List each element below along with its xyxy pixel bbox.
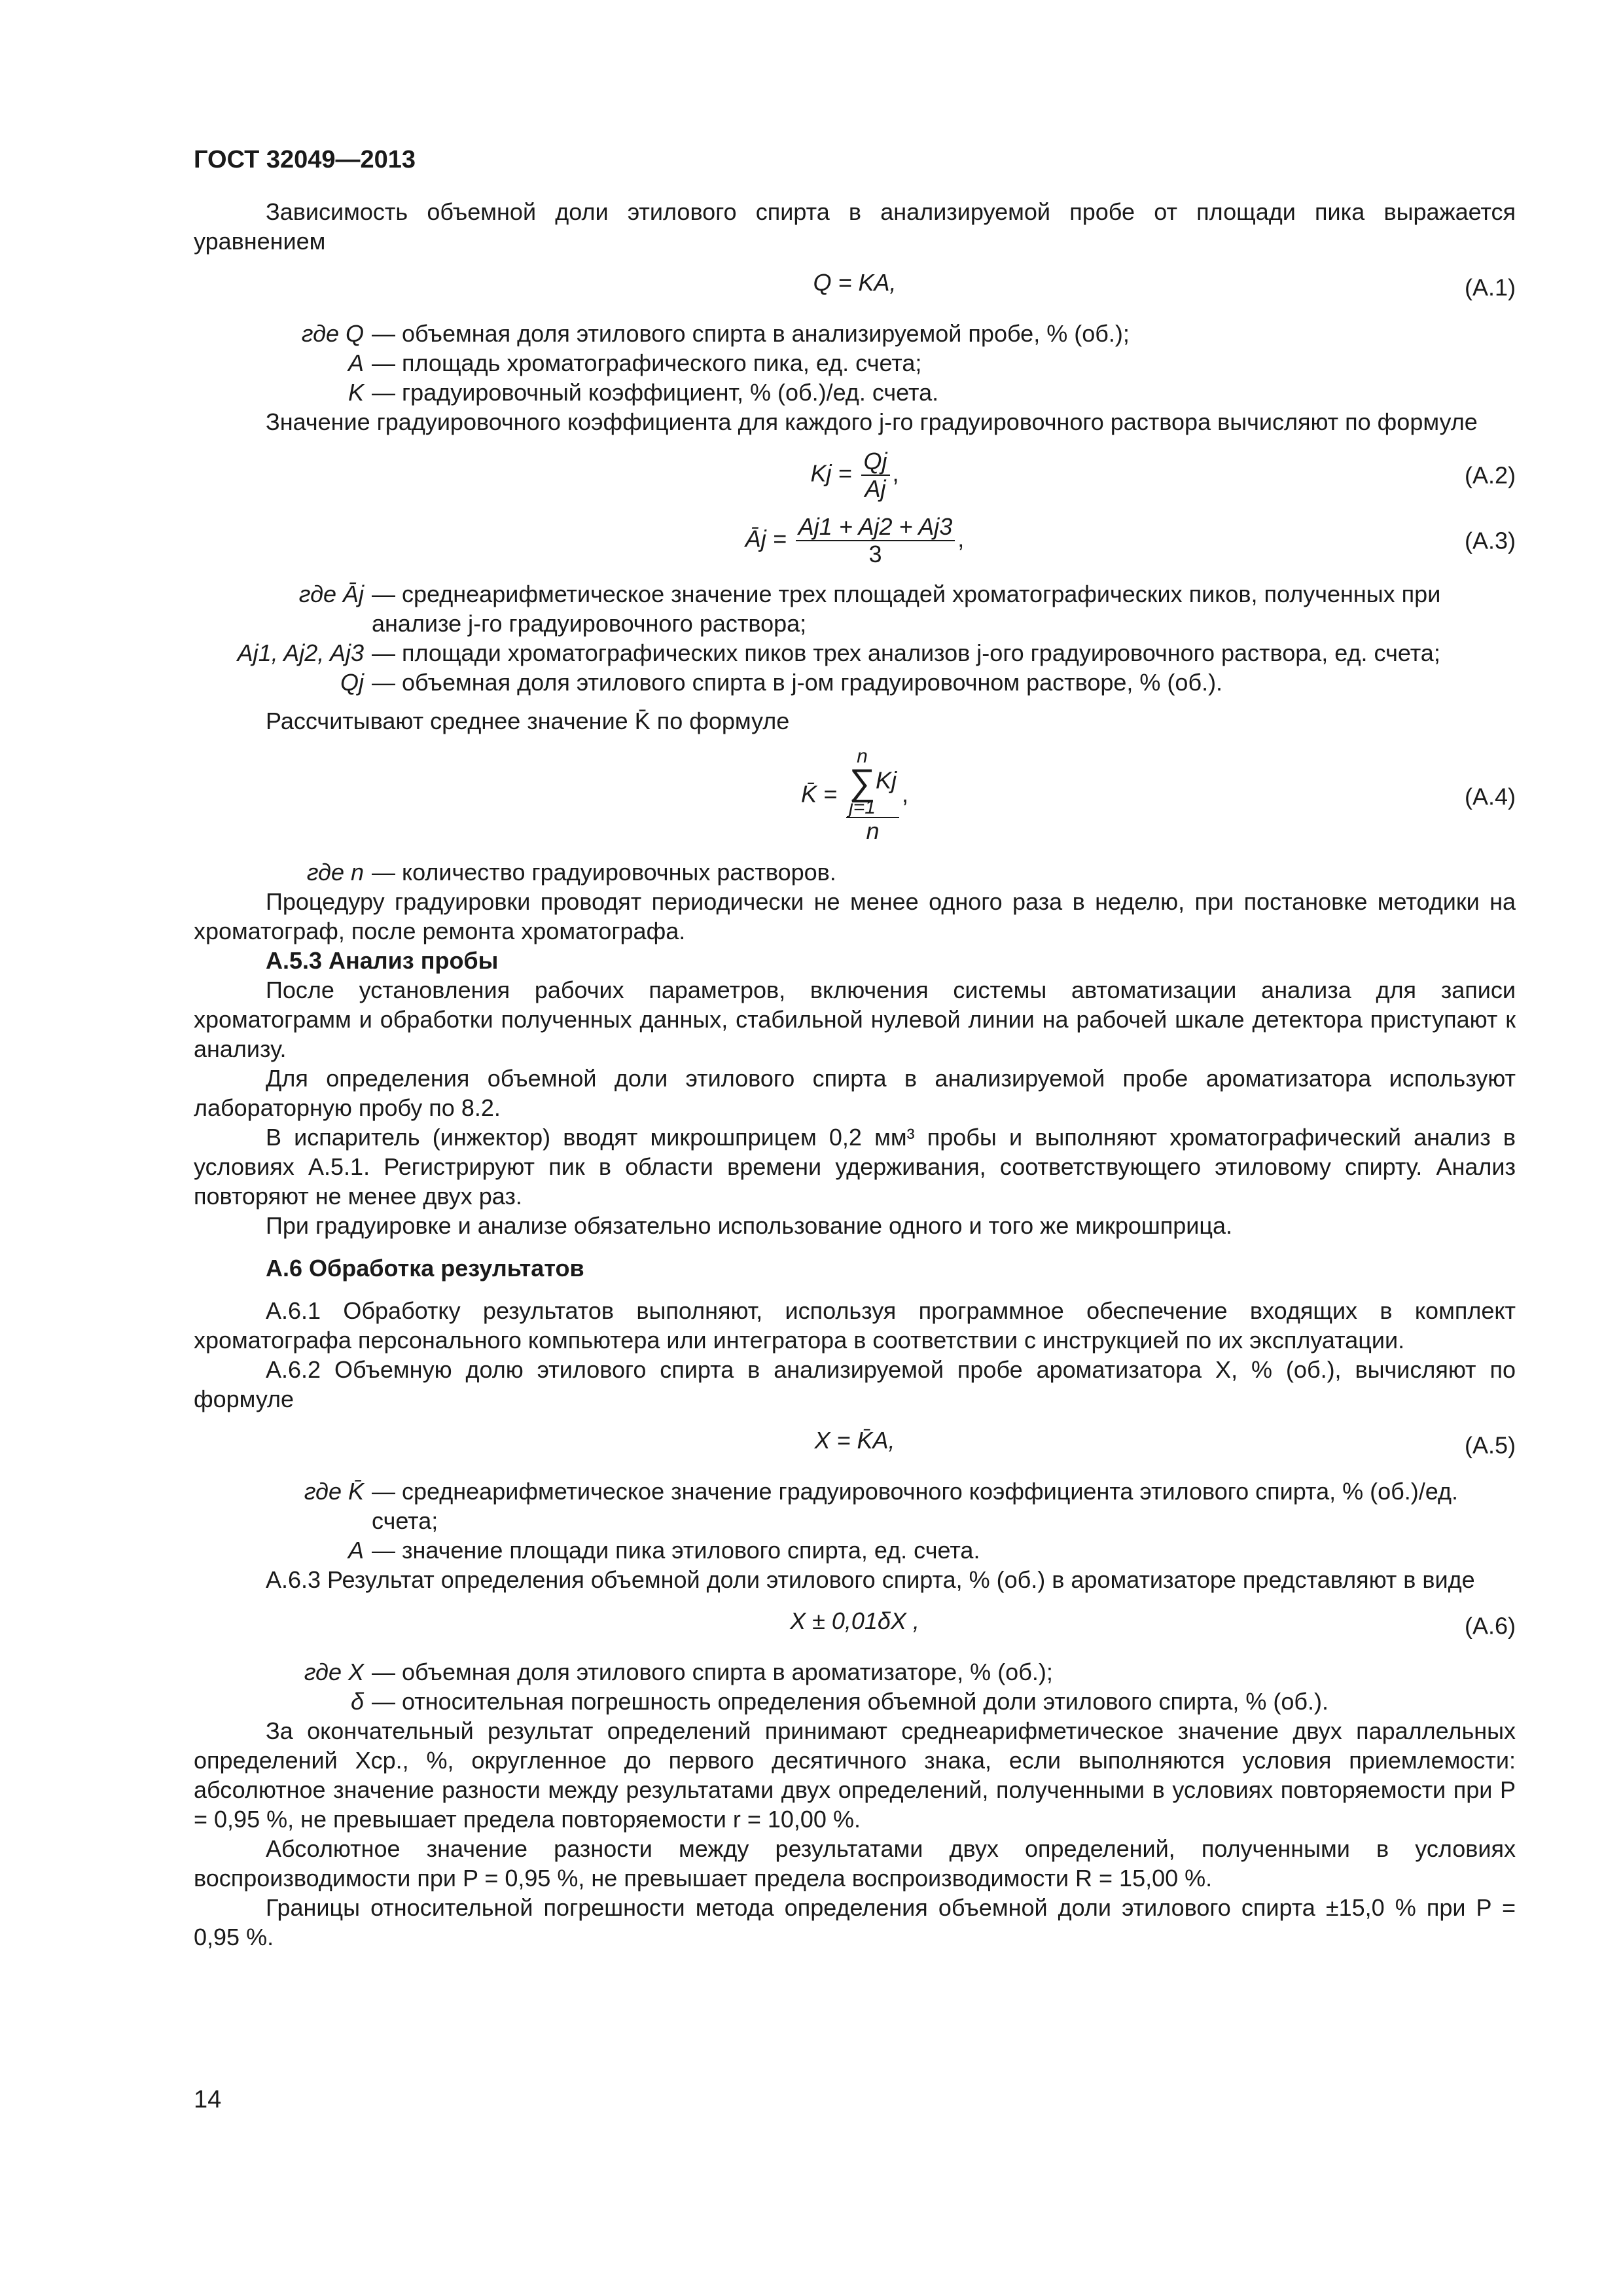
where-term: где Q xyxy=(301,320,364,347)
formula-tag: (А.2) xyxy=(1464,461,1516,489)
where-description xyxy=(372,1535,1516,1565)
document-page xyxy=(194,145,1516,1952)
em-dash: — xyxy=(372,581,395,607)
formula-a4 xyxy=(194,747,1516,846)
where-term: Qj xyxy=(340,669,364,696)
formula-expression: X ± 0,01δX , xyxy=(790,1607,919,1634)
sum-body: Kj xyxy=(875,766,897,794)
where-list xyxy=(194,319,1516,407)
formula-a3 xyxy=(194,514,1516,567)
fraction xyxy=(846,747,899,844)
formula-a6 xyxy=(194,1606,1516,1645)
where-text: площадь хроматографического пика, ед. счета; xyxy=(402,350,922,376)
where-list xyxy=(194,579,1516,697)
sum-lower-limit: j=1 xyxy=(849,797,876,818)
where-text: среднеарифметическое значение градуировочного коэффициента этилового спирта, % (об.)/ед. счета; xyxy=(372,1478,1458,1534)
formula-a2 xyxy=(194,448,1516,502)
paragraph: Значение градуировочного коэффициента для каждого j-го градуировочного раствора вычисляют по формуле xyxy=(266,408,1478,435)
formula-expression: Q = KA, xyxy=(813,269,897,296)
formula-expression: X = K̄A, xyxy=(814,1427,895,1454)
where-text: площади хроматографических пиков трех анализов j-ого градуировочного раствора, ед. счета; xyxy=(402,639,1440,666)
formula-a1 xyxy=(194,268,1516,307)
where-term: где n xyxy=(306,859,364,886)
where-text: количество градуировочных растворов. xyxy=(402,859,836,886)
where-description xyxy=(372,319,1516,348)
em-dash: — xyxy=(372,1688,395,1715)
paragraph: Абсолютное значение разности между результатами двух определений, полученными в условиях воспроизводимости при P = 0,95 %, не превышает предела воспроизводимости R = 15,00 %. xyxy=(194,1835,1516,1892)
paragraph: В испаритель (инжектор) вводят микрошприцем 0,2 мм³ пробы и выполняют хроматографический анализ в условиях А.5.1. Регистрируют пик в области времени удерживания, соответствующего этиловому спирту. Анализ повторяют не менее двух раз. xyxy=(194,1124,1516,1210)
where-term: K xyxy=(348,379,364,406)
em-dash: — xyxy=(372,379,395,406)
where-text: градуировочный коэффициент, % (об.)/ед. счета. xyxy=(402,379,939,406)
formula-tag: (А.3) xyxy=(1464,527,1516,554)
paragraph: При градуировке и анализе обязательно использование одного и того же микрошприца. xyxy=(266,1212,1233,1239)
fraction-denominator: Aj xyxy=(865,475,886,502)
formula-a5 xyxy=(194,1426,1516,1465)
formula-tag: (А.6) xyxy=(1464,1612,1516,1640)
page-number: 14 xyxy=(194,2086,222,2113)
formula-lhs: K̄ = xyxy=(801,780,838,808)
paragraph: А.6.2 Объемную долю этилового спирта в анализируемой пробе ароматизатора X, % (об.), вычисляют по формуле xyxy=(194,1356,1516,1412)
where-text: объемная доля этилового спирта в ароматизаторе, % (об.); xyxy=(402,1659,1053,1685)
em-dash: — xyxy=(372,1537,395,1564)
formula-tail: , xyxy=(901,780,908,808)
sigma-symbol: ∑ xyxy=(849,761,876,802)
formula-lhs: Āj = xyxy=(745,525,787,552)
paragraph: А.6.1 Обработку результатов выполняют, используя программное обеспечение входящих в комплект хроматографа персонального компьютера или интегратора в соответствии с инструкцией по их эксплуатации. xyxy=(194,1297,1516,1354)
formula-tail: , xyxy=(892,459,899,487)
paragraph: Зависимость объемной доли этилового спирта в анализируемой пробе от площади пика выражается уравнением xyxy=(194,198,1516,255)
where-description xyxy=(372,638,1516,668)
formula-lhs: Kj = xyxy=(810,459,852,487)
formula-tag: (А.4) xyxy=(1464,783,1516,810)
where-description xyxy=(372,378,1516,407)
paragraph: После установления рабочих параметров, включения системы автоматизации анализа для записи хроматограмм и обработки полученных данных, стабильной нулевой линии на рабочей шкале детектора приступают к анализу. xyxy=(194,977,1516,1062)
standard-header: ГОСТ 32049—2013 xyxy=(194,146,416,173)
em-dash: — xyxy=(372,350,395,376)
fraction-numerator: Aj1 + Aj2 + Aj3 xyxy=(796,514,955,541)
where-term: где K̄ xyxy=(304,1478,364,1505)
paragraph: За окончательный результат определений принимают среднеарифметическое значение двух параллельных определений Xср., %, округленное до первого десятичного знака, если выполняются условия приемлемости: абсолютное значение разности между результатами двух определений, полученными в условиях повторяемости при P = 0,95 %, не превышает предела повторяемости r = 10,00 %. xyxy=(194,1717,1516,1833)
section-heading: А.6 Обработка результатов xyxy=(266,1255,584,1282)
em-dash: — xyxy=(372,859,395,886)
where-term: Aj1, Aj2, Aj3 xyxy=(237,639,364,666)
where-description xyxy=(372,348,1516,378)
where-description xyxy=(372,1477,1516,1535)
formula-tail: , xyxy=(957,525,965,552)
em-dash: — xyxy=(372,320,395,347)
fraction-denominator: 3 xyxy=(868,541,882,567)
where-text: значение площади пика этилового спирта, ед. счета. xyxy=(402,1537,980,1564)
em-dash: — xyxy=(372,669,395,696)
paragraph: Рассчитывают среднее значение K̄ по формуле xyxy=(266,708,790,734)
where-description xyxy=(372,1687,1516,1716)
fraction-numerator xyxy=(846,747,899,818)
where-list xyxy=(194,1477,1516,1565)
where-text: среднеарифметическое значение трех площадей хроматографических пиков, полученных при анализе j-го градуировочного раствора; xyxy=(372,581,1441,637)
where-description xyxy=(372,1657,1516,1687)
fraction-numerator: Qj xyxy=(861,448,890,476)
fraction xyxy=(861,448,890,502)
sum-upper-limit: n xyxy=(857,745,868,767)
em-dash: — xyxy=(372,1478,395,1505)
summation xyxy=(849,747,876,817)
paragraph: Границы относительной погрешности метода определения объемной доли этилового спирта ±15,0 % при P = 0,95 %. xyxy=(194,1894,1516,1950)
em-dash: — xyxy=(372,639,395,666)
where-text: относительная погрешность определения объемной доли этилового спирта, % (об.). xyxy=(402,1688,1329,1715)
where-term: где X xyxy=(304,1659,364,1685)
where-text: объемная доля этилового спирта в j-ом градуировочном растворе, % (об.). xyxy=(402,669,1223,696)
where-term: A xyxy=(348,1537,364,1564)
where-term: δ xyxy=(350,1688,364,1715)
where-description xyxy=(372,668,1516,697)
formula-tag: (А.1) xyxy=(1464,274,1516,301)
formula-tag: (А.5) xyxy=(1464,1431,1516,1459)
where-description xyxy=(372,857,1516,887)
fraction-denominator: n xyxy=(866,817,880,844)
paragraph: А.6.3 Результат определения объемной доли этилового спирта, % (об.) в ароматизаторе представляют в виде xyxy=(266,1566,1475,1593)
where-term: где Āj xyxy=(298,581,364,607)
em-dash: — xyxy=(372,1659,395,1685)
where-list xyxy=(194,857,1516,887)
fraction xyxy=(796,514,955,567)
where-list xyxy=(194,1657,1516,1716)
where-text: объемная доля этилового спирта в анализируемой пробе, % (об.); xyxy=(402,320,1130,347)
where-term: A xyxy=(348,350,364,376)
paragraph: Процедуру градуировки проводят периодически не менее одного раза в неделю, при постановке методики на хроматограф, после ремонта хроматографа. xyxy=(194,888,1516,944)
where-description xyxy=(372,579,1516,638)
section-heading: А.5.3 Анализ пробы xyxy=(266,947,499,974)
paragraph: Для определения объемной доли этилового спирта в анализируемой пробе ароматизатора используют лабораторную пробу по 8.2. xyxy=(194,1065,1516,1121)
